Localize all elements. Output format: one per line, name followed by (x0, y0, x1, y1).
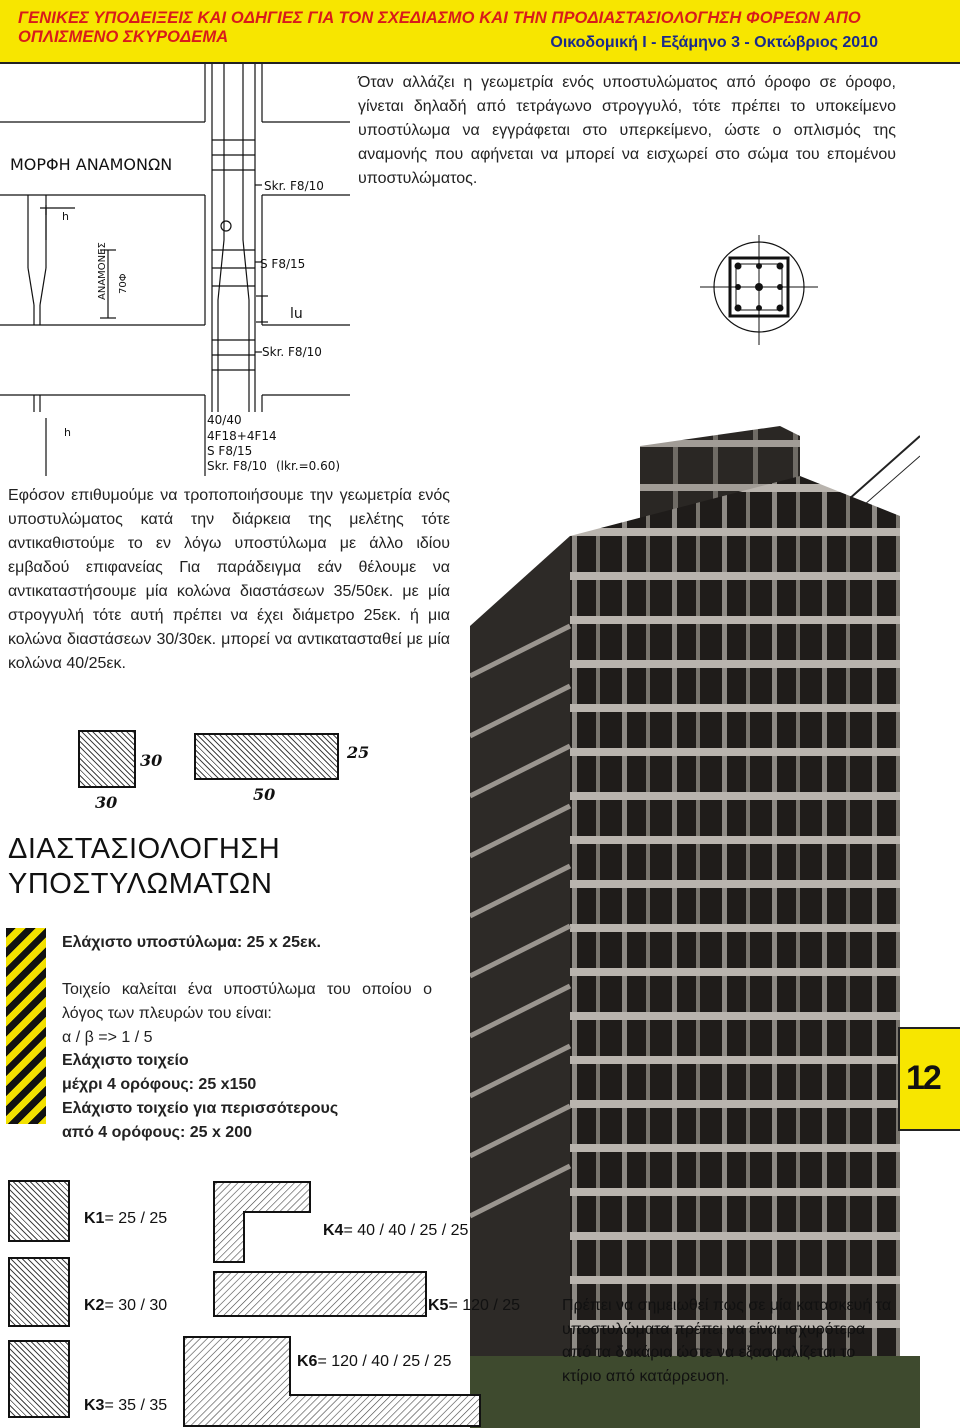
k6-value: = 120 / 40 / 25 / 25 (317, 1353, 452, 1370)
skr-mid-label: Skr. F8/10 (262, 345, 322, 359)
spec-line-4: Skr. F8/10 (207, 459, 267, 473)
page-header (0, 0, 960, 64)
spec-line-2: 4F18+4F14 (207, 429, 277, 443)
note-text: Πρέπει να σημειωθεί πως σε μία κατασκευή τα υποστυλώματα πρέπει να είναι ισχυρότερα από τα δοκάρια ώστε να εξασφαλίζεται το κτίριο από κατάρρευση. (562, 1297, 892, 1385)
min-column-text: Ελάχιστο υποστύλωμα: 25 x 25εκ. (62, 934, 321, 951)
page-number: 12 (906, 1059, 940, 1097)
column-shape-k6 (182, 1335, 482, 1428)
h-label-top: h (62, 210, 69, 223)
dim-label-b: 30 (95, 793, 118, 812)
k1-label (84, 1210, 167, 1228)
k3-value: = 35 / 35 (104, 1397, 168, 1414)
header-subtitle: Οικοδομική Ι - Εξάμηνο 3 - Οκτώβριος 2010 (550, 34, 878, 51)
seventy-phi-label: 70Φ (118, 273, 129, 294)
section-circle-square-drawing (700, 235, 818, 345)
k6-key: K6 (297, 1353, 318, 1370)
min-wall-line-2: μέχρι 4 ορόφους: 25 x150 (62, 1076, 257, 1093)
k5-value: = 120 / 25 (448, 1297, 521, 1314)
wall-definition-text: Τοιχείο καλείται ένα υποστύλωμα του οποίου ο λόγος των πλευρών του είναι: (62, 981, 432, 1022)
k2-label (84, 1297, 167, 1315)
k1-key: K1 (84, 1210, 105, 1227)
k4-label (323, 1222, 468, 1240)
section-title-line-2: ΥΠΟΣΤΥΛΩΜΑΤΩΝ (8, 868, 273, 900)
k2-value: = 30 / 30 (104, 1297, 168, 1314)
k4-key: K4 (323, 1222, 344, 1239)
anamones-label: ΑΝΑΜΟΝΕΣ (97, 242, 108, 300)
k5-key: K5 (428, 1297, 449, 1314)
section-title-line-1: ΔΙΑΣΤΑΣΙΟΛΟΓΗΣΗ (8, 833, 281, 865)
ratio-text: α / β => 1 / 5 (62, 1029, 153, 1046)
middle-paragraph: Εφόσον επιθυμούμε να τροποποιήσουμε την γεωμετρία ενός υποστυλώματος κατά την διάρκεια της μελέτης τότε αντικαθιστούμε το εν λόγω υποστύλωμα με άλλο ιδίου εμβαδού επιφανείας Για παράδειγμα εάν θέλουμε να αντικαταστήσουμε μία κολώνα διαστάσεων 35/50εκ. με μία στρογγυλή τότε αυτή πρέπει να έχει διάμετρο 25εκ. ή μια κολώνα διαστάσεων 30/30εκ. μπορεί να αντικατασταθεί με μία κολώνα 40/25εκ. (8, 487, 450, 672)
section-title (8, 832, 280, 902)
column-shape-k3 (8, 1340, 70, 1418)
column-shape-k4 (212, 1180, 312, 1264)
lu-label: lu (290, 306, 303, 322)
rect-column-50x25 (194, 733, 339, 780)
min-wall-line-4: από 4 ορόφους: 25 x 200 (62, 1124, 252, 1141)
skr-top-label: Skr. F8/10 (264, 179, 324, 193)
column-shape-k1 (8, 1180, 70, 1242)
page-number-box (898, 1027, 960, 1131)
min-wall-line-3: Ελάχιστο τοιχείο για περισσότερους (62, 1100, 339, 1117)
hazard-stripe-bar (6, 928, 46, 1124)
h-label-bottom: h (64, 426, 71, 439)
k5-label (428, 1297, 520, 1315)
column-shape-k5 (212, 1270, 428, 1318)
k1-value: = 25 / 25 (104, 1210, 168, 1227)
spec-line-3: S F8/15 (207, 444, 253, 458)
building-photo (470, 396, 920, 1428)
k4-value: = 40 / 40 / 25 / 25 (343, 1222, 469, 1239)
k3-label (84, 1397, 167, 1415)
k2-key: K2 (84, 1297, 105, 1314)
dim-label-d: 50 (253, 785, 276, 804)
header-title: ΓΕΝΙΚΕΣ ΥΠΟΔΕΙΞΕΙΣ ΚΑΙ ΟΔΗΓΙΕΣ ΓΙΑ ΤΟΝ ΣΧΕΔΙΑΣΜΟ ΚΑΙ ΤΗΝ ΠΡΟΔΙΑΣΤΑΣΙΟΛΟΓΗΣΗ ΦΟΡΕΩΝ ΑΠΟ ΟΠΛΙΣΜΕΝΟ ΣΚΥΡΟΔΕΜΑ (18, 9, 861, 46)
dim-label-c: 25 (347, 743, 370, 762)
dim-label-a: 30 (140, 751, 163, 770)
column-shape-k2 (8, 1257, 70, 1327)
s-f8-15-label: S F8/15 (260, 257, 306, 271)
spec-line-1: 40/40 (207, 413, 242, 427)
square-column-30x30 (78, 730, 136, 788)
k3-key: K3 (84, 1397, 105, 1414)
rebar-lap-drawing (0, 64, 350, 476)
k6-label (297, 1353, 451, 1371)
min-wall-line-1: Ελάχιστο τοιχείο (62, 1052, 189, 1069)
intro-paragraph: Όταν αλλάζει η γεωμετρία ενός υποστυλώματος από όροφο σε όροφο, γίνεται δηλαδή από τετράγωνο στρογγυλό, τότε πρέπει το υποκείμενο υποστύλωμα να εγγράφεται στο υπερκείμενο, ώστε ο οπλισμός της αναμονής που αφήνεται να μπορεί να εισχωρεί στο σώμα του επομένου υποστυλώματος. (358, 74, 896, 187)
drawing-title: ΜΟΡΦΗ ΑΝΑΜΟΝΩΝ (10, 155, 173, 174)
spec-line-4b: (lkr.=0.60) (276, 459, 341, 473)
